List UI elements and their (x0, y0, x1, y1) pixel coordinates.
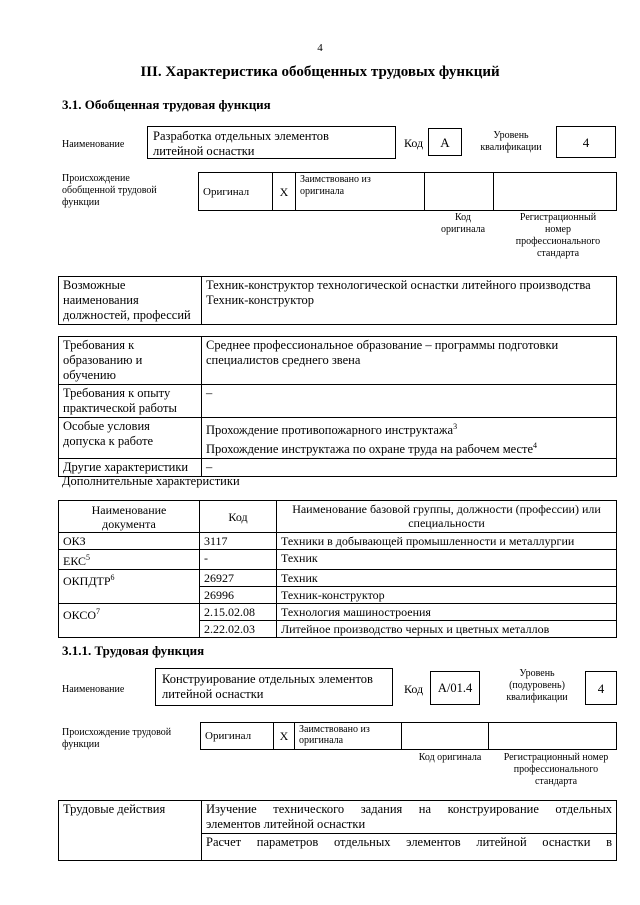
code-r6: 2.22.02.03 (200, 621, 277, 638)
tf-level-label (496, 668, 578, 704)
code-3117: 3117 (200, 533, 277, 550)
positions-value-line1: Техник-конструктор технологической оснастки литейного производства (206, 278, 591, 292)
experience-label-line2: практической работы (63, 401, 177, 415)
tf-origin-label-line1: Происхождение трудовой (62, 727, 172, 738)
conditions-value-line1 (206, 419, 612, 438)
tf-origin-label (62, 727, 192, 751)
tf-level-box: 4 (585, 671, 617, 705)
origin-label-line3: функции (62, 197, 100, 208)
other-value: – (202, 459, 617, 477)
tf-code-box: A/01.4 (430, 671, 480, 705)
conditions-label-line2: допуска к работе (63, 434, 154, 448)
actions-label: Трудовые действия (59, 801, 202, 861)
name-r2: Техник (277, 550, 617, 570)
table-row (59, 604, 617, 621)
extra-col-doc-line1: Наименование (91, 502, 167, 517)
action-1-line2: элементов литейной оснастки (206, 817, 366, 831)
gtf-code-box: A (428, 128, 462, 156)
conditions-value-line2 (206, 438, 612, 457)
tf-borrowed-line2: оригинала (299, 735, 344, 746)
tf-borrowed-line1: Заимствовано из (299, 724, 370, 735)
positions-label-line1: Возможные (63, 278, 126, 292)
extra-col-name-line2: специальности (408, 516, 485, 530)
tf-name-box (155, 668, 393, 706)
education-label-line2: образованию и (63, 353, 143, 367)
name-label: Наименование (62, 139, 125, 150)
level-label-line2: квалификации (480, 142, 542, 153)
tf-origin-label-line2: функции (62, 739, 100, 750)
tf-name-line1: Конструирование отдельных элементов (162, 672, 373, 686)
positions-value-line2: Техник-конструктор (206, 293, 314, 307)
gtf-name-line2: литейной оснастки (153, 144, 255, 158)
reg-caption-line2: номер (545, 224, 571, 235)
gtf-name-line1: Разработка отдельных элементов (153, 129, 329, 143)
extra-heading: Дополнительные характеристики (62, 474, 240, 488)
code-label: Код (404, 136, 424, 150)
tf-code-original-cell (402, 723, 489, 750)
tf-reg-caption-line2: профессионального (513, 764, 599, 775)
tf-original-cell: Оригинал (201, 723, 274, 750)
tf-original-mark: X (274, 723, 295, 750)
education-value (202, 337, 617, 385)
level-label (472, 130, 550, 154)
borrowed-line2: оригинала (300, 186, 345, 197)
positions-label-line2: наименования (63, 293, 139, 307)
conditions-text-2: Прохождение инструктажа по охране труда на рабочем месте (206, 442, 534, 457)
original-mark: X (273, 173, 296, 211)
table-row (59, 570, 617, 587)
experience-label (59, 385, 202, 418)
tf-reg-number-cell (489, 723, 617, 750)
code-original-cell (425, 173, 494, 211)
reg-number-cell (494, 173, 617, 211)
extra-col-name (277, 501, 617, 533)
origin-label-line1: Происхождение (62, 173, 130, 184)
code-r2: - (200, 550, 277, 570)
page-number: 4 (317, 42, 323, 54)
extra-table (58, 500, 617, 638)
code-original-caption-line1: Код (455, 212, 471, 223)
name-r1: Техники в добывающей промышленности и металлургии (277, 533, 617, 550)
doc-okz: ОКЗ (59, 533, 200, 550)
gtf-level-box: 4 (556, 126, 616, 158)
doc-okso (59, 604, 200, 638)
tf-name-line2: литейной оснастки (162, 687, 264, 701)
doc-okpdtr-text: ОКПДТР (63, 574, 111, 588)
doc-eks (59, 550, 200, 570)
extra-col-doc-line2: документа (102, 516, 156, 531)
origin-label (62, 173, 177, 209)
section-heading-3-1: 3.1. Обобщенная трудовая функция (62, 97, 271, 112)
tf-reg-caption-line1: Регистрационный номер (503, 752, 609, 763)
experience-label-line1: Требования к опыту (63, 386, 171, 400)
education-label (59, 337, 202, 385)
doc-okso-text: ОКСО (63, 608, 97, 622)
table-row (59, 550, 617, 570)
doc-okpdtr (59, 570, 200, 604)
tf-origin-table (200, 722, 617, 750)
origin-table (198, 172, 617, 211)
conditions-text-1: Прохождение противопожарного инструктажа (206, 423, 454, 438)
name-r3: Техник (277, 570, 617, 587)
footnote-4: 4 (533, 441, 538, 451)
code-original-caption (430, 212, 496, 236)
extra-col-code: Код (200, 501, 277, 533)
positions-value (202, 277, 617, 325)
reg-caption-line4: стандарта (536, 248, 580, 259)
extra-col-name-line1: Наименование базовой группы, должности (профессии) или (292, 502, 601, 516)
borrowed-line1: Заимствовано из (300, 174, 371, 185)
action-1 (202, 801, 617, 834)
positions-label (59, 277, 202, 325)
code-r4: 26996 (200, 587, 277, 604)
name-r5: Технология машиностроения (277, 604, 617, 621)
experience-value: – (202, 385, 617, 418)
requirements-table (58, 336, 617, 477)
code-r3: 26927 (200, 570, 277, 587)
tf-reg-caption (494, 752, 618, 788)
gtf-name-box (147, 126, 396, 159)
tf-level-label-line3: квалификации (506, 692, 568, 703)
tf-code-original-caption: Код оригинала (418, 752, 482, 763)
other-label: Другие характеристики (59, 459, 202, 477)
page-title: III. Характеристика обобщенных трудовых функций (140, 64, 500, 80)
reg-caption-line3: профессионального (515, 236, 601, 247)
section-heading-3-1-1: 3.1.1. Трудовая функция (62, 643, 205, 658)
tf-borrowed-cell (295, 723, 402, 750)
reg-number-caption (500, 212, 616, 260)
table-row (59, 533, 617, 550)
tf-code-label: Код (404, 682, 424, 696)
doc-eks-text: ЕКС (63, 554, 87, 568)
actions-table (58, 800, 617, 861)
name-r6: Литейное производство черных и цветных металлов (277, 621, 617, 638)
positions-label-line3: должностей, профессий (63, 308, 191, 322)
footnote-7: 7 (96, 607, 101, 616)
action-2 (202, 834, 617, 861)
action-2-line1: Расчет параметров отдельных элементов литейной оснастки в (206, 835, 612, 849)
conditions-label-line1: Особые условия (63, 419, 150, 433)
original-cell: Оригинал (199, 173, 273, 211)
origin-label-line2: обобщенной трудовой (62, 185, 157, 196)
conditions-value (202, 418, 617, 459)
positions-table (58, 276, 617, 325)
code-original-caption-line2: оригинала (440, 224, 486, 235)
code-r5: 2.15.02.08 (200, 604, 277, 621)
borrowed-cell (296, 173, 425, 211)
level-label-line1: Уровень (493, 130, 529, 141)
tf-level-label-line2: (подуровень) (509, 680, 565, 691)
footnote-6: 6 (110, 573, 115, 582)
education-value-line1: Среднее профессиональное образование – программы подготовки (206, 338, 559, 352)
action-1-line1: Изучение технического задания на конструирование отдельных (206, 802, 612, 816)
education-value-line2: специалистов среднего звена (206, 353, 361, 367)
tf-level-label-line1: Уровень (519, 668, 555, 679)
conditions-label (59, 418, 202, 459)
extra-col-doc (59, 501, 200, 533)
reg-caption-line1: Регистрационный (519, 212, 597, 223)
education-label-line3: обучению (63, 368, 116, 382)
footnote-3: 3 (453, 422, 458, 431)
footnote-5: 5 (86, 553, 91, 562)
name-r4: Техник-конструктор (277, 587, 617, 604)
education-label-line1: Требования к (63, 338, 135, 352)
tf-reg-caption-line3: стандарта (534, 776, 578, 787)
tf-name-label: Наименование (62, 684, 125, 695)
